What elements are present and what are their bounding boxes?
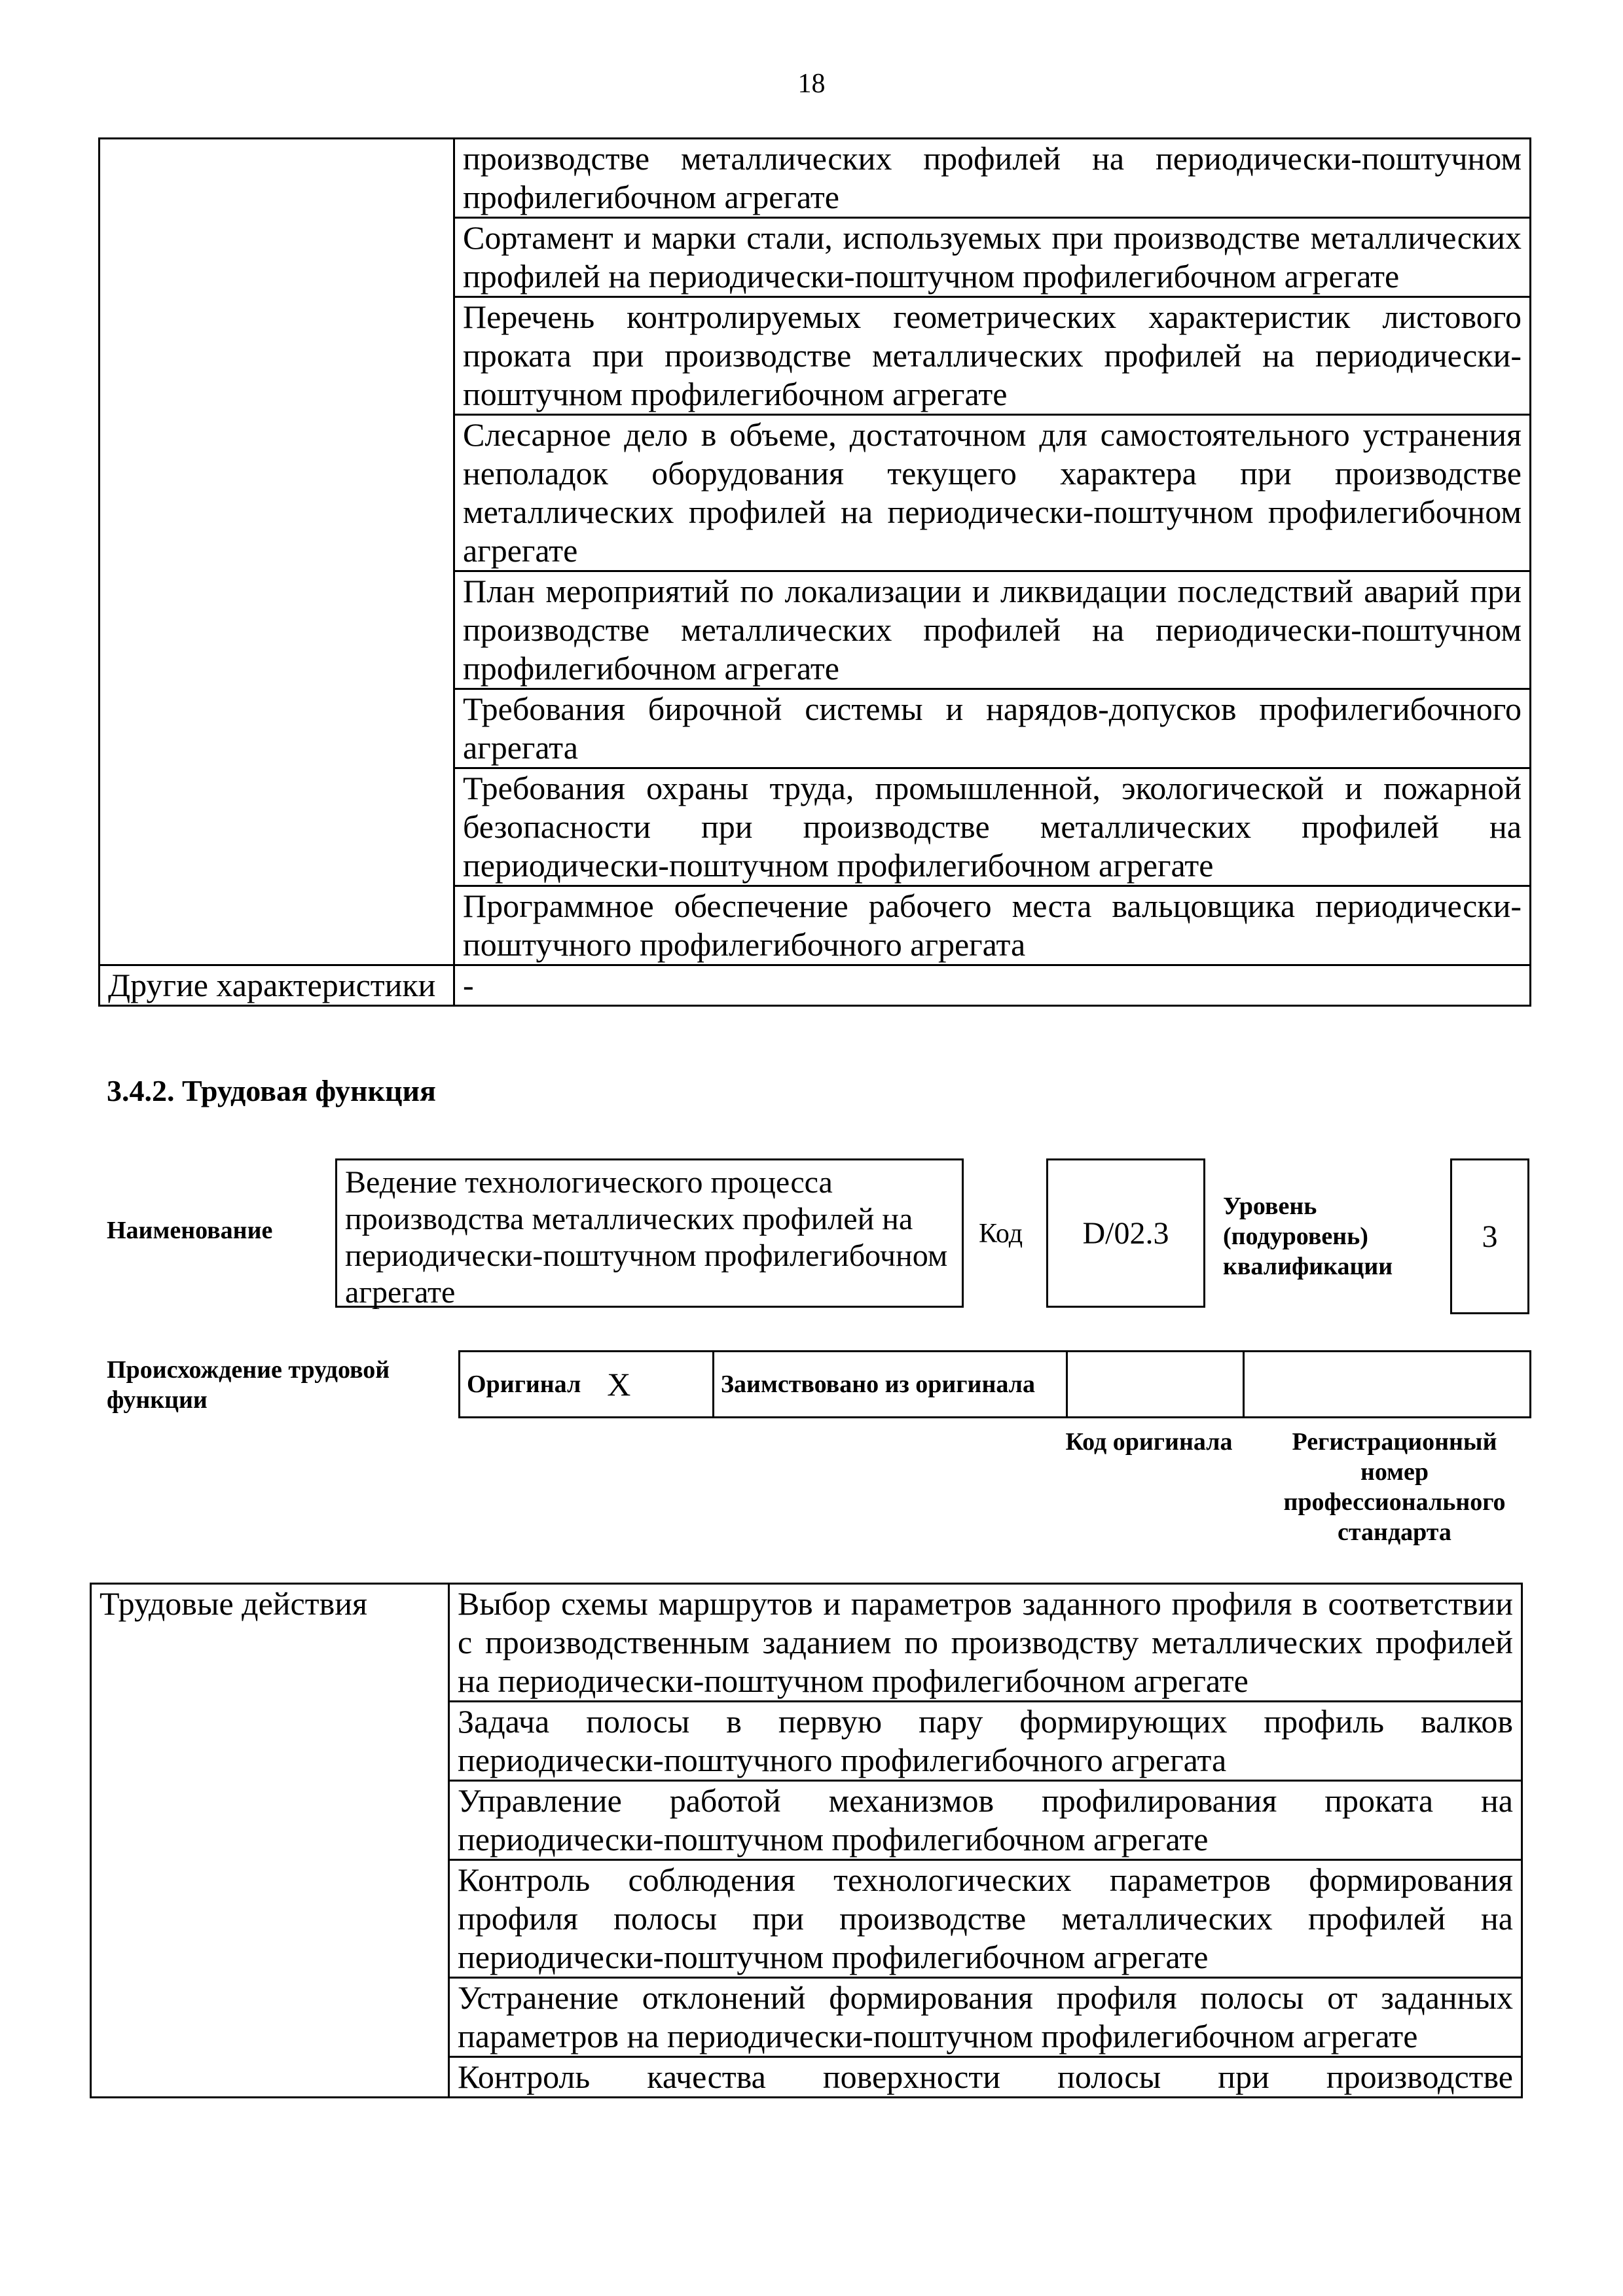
action-item: Контроль соблюдения технологических параметров формирования профиля полосы при производстве металлических профилей на периодически-поштучном профилегибочном агрегате [449, 1860, 1522, 1978]
registration-number-cell [1244, 1352, 1531, 1418]
level-label: Уровень (подуровень) квалификации [1223, 1193, 1393, 1280]
name-value: Ведение технологического процесса производства металлических профилей на периодически-поштучном профилегибочном агрегате [335, 1158, 964, 1308]
original-cell [460, 1352, 714, 1418]
knowledge-item: Сортамент и марки стали, используемых при производстве металлических профилей на периодически-поштучном профилегибочном агрегате [454, 218, 1531, 297]
original-code-cell [1067, 1352, 1244, 1418]
origin-table [458, 1350, 1531, 1418]
table-row [100, 965, 1531, 1006]
knowledge-table [98, 137, 1531, 1007]
action-item: Контроль качества поверхности полосы при производстве [449, 2057, 1522, 2098]
code-label: Код [979, 1219, 1023, 1249]
other-characteristics-value: - [454, 965, 1531, 1006]
level-value: 3 [1450, 1158, 1529, 1314]
knowledge-item: План мероприятий по локализации и ликвидации последствий аварий при производстве металлических профилей на периодически-поштучном профилегибочном агрегате [454, 571, 1531, 689]
knowledge-label-cell [100, 139, 454, 965]
actions-label: Трудовые действия [91, 1584, 449, 2098]
name-label: Наименование [107, 1217, 273, 1244]
actions-table [90, 1583, 1523, 2098]
knowledge-item: Перечень контролируемых геометрических характеристик листового проката при производстве металлических профилей на периодически-поштучном профилегибочном агрегате [454, 297, 1531, 415]
action-item: Устранение отклонений формирования профиля полосы от заданных параметров на периодически-поштучном профилегибочном агрегате [449, 1978, 1522, 2057]
borrowed-label: Заимствовано из оригинала [714, 1352, 1067, 1418]
table-row [91, 1584, 1522, 1702]
knowledge-item: Программное обеспечение рабочего места вальцовщика периодически-поштучного профилегибочного агрегата [454, 886, 1531, 965]
action-item: Выбор схемы маршрутов и параметров заданного профиля в соответствии с производственным заданием по производству металлических профилей на периодически-поштучном профилегибочном агрегате [449, 1584, 1522, 1702]
action-item: Управление работой механизмов профилирования проката на периодически-поштучном профилегибочном агрегате [449, 1781, 1522, 1860]
registration-number-caption: Регистрационный номер профессионального стандарта [1283, 1428, 1506, 1546]
table-row [460, 1352, 1531, 1418]
original-code-caption: Код оригинала [1065, 1428, 1233, 1456]
page-number: 18 [797, 69, 826, 99]
section-heading: 3.4.2. Трудовая функция [107, 1074, 436, 1107]
action-item: Задача полосы в первую пару формирующих профиль валков периодически-поштучного профилегибочного агрегата [449, 1702, 1522, 1781]
knowledge-item: Требования охраны труда, промышленной, экологической и пожарной безопасности при производстве металлических профилей на периодически-поштучном профилегибочном агрегате [454, 768, 1531, 886]
code-value: D/02.3 [1046, 1158, 1205, 1308]
knowledge-item: Требования бирочной системы и нарядов-допусков профилегибочного агрегата [454, 689, 1531, 768]
other-characteristics-label: Другие характеристики [100, 965, 454, 1006]
table-row [100, 139, 1531, 218]
original-mark: X [607, 1366, 631, 1403]
original-label: Оригинал [467, 1371, 581, 1398]
origin-label: Происхождение трудовой функции [107, 1356, 390, 1414]
knowledge-item: производстве металлических профилей на периодически-поштучном профилегибочном агрегате [454, 139, 1531, 218]
knowledge-item: Слесарное дело в объеме, достаточном для самостоятельного устранения неполадок оборудования текущего характера при производстве металлических профилей на периодически-поштучном профилегибочном агрегате [454, 415, 1531, 571]
